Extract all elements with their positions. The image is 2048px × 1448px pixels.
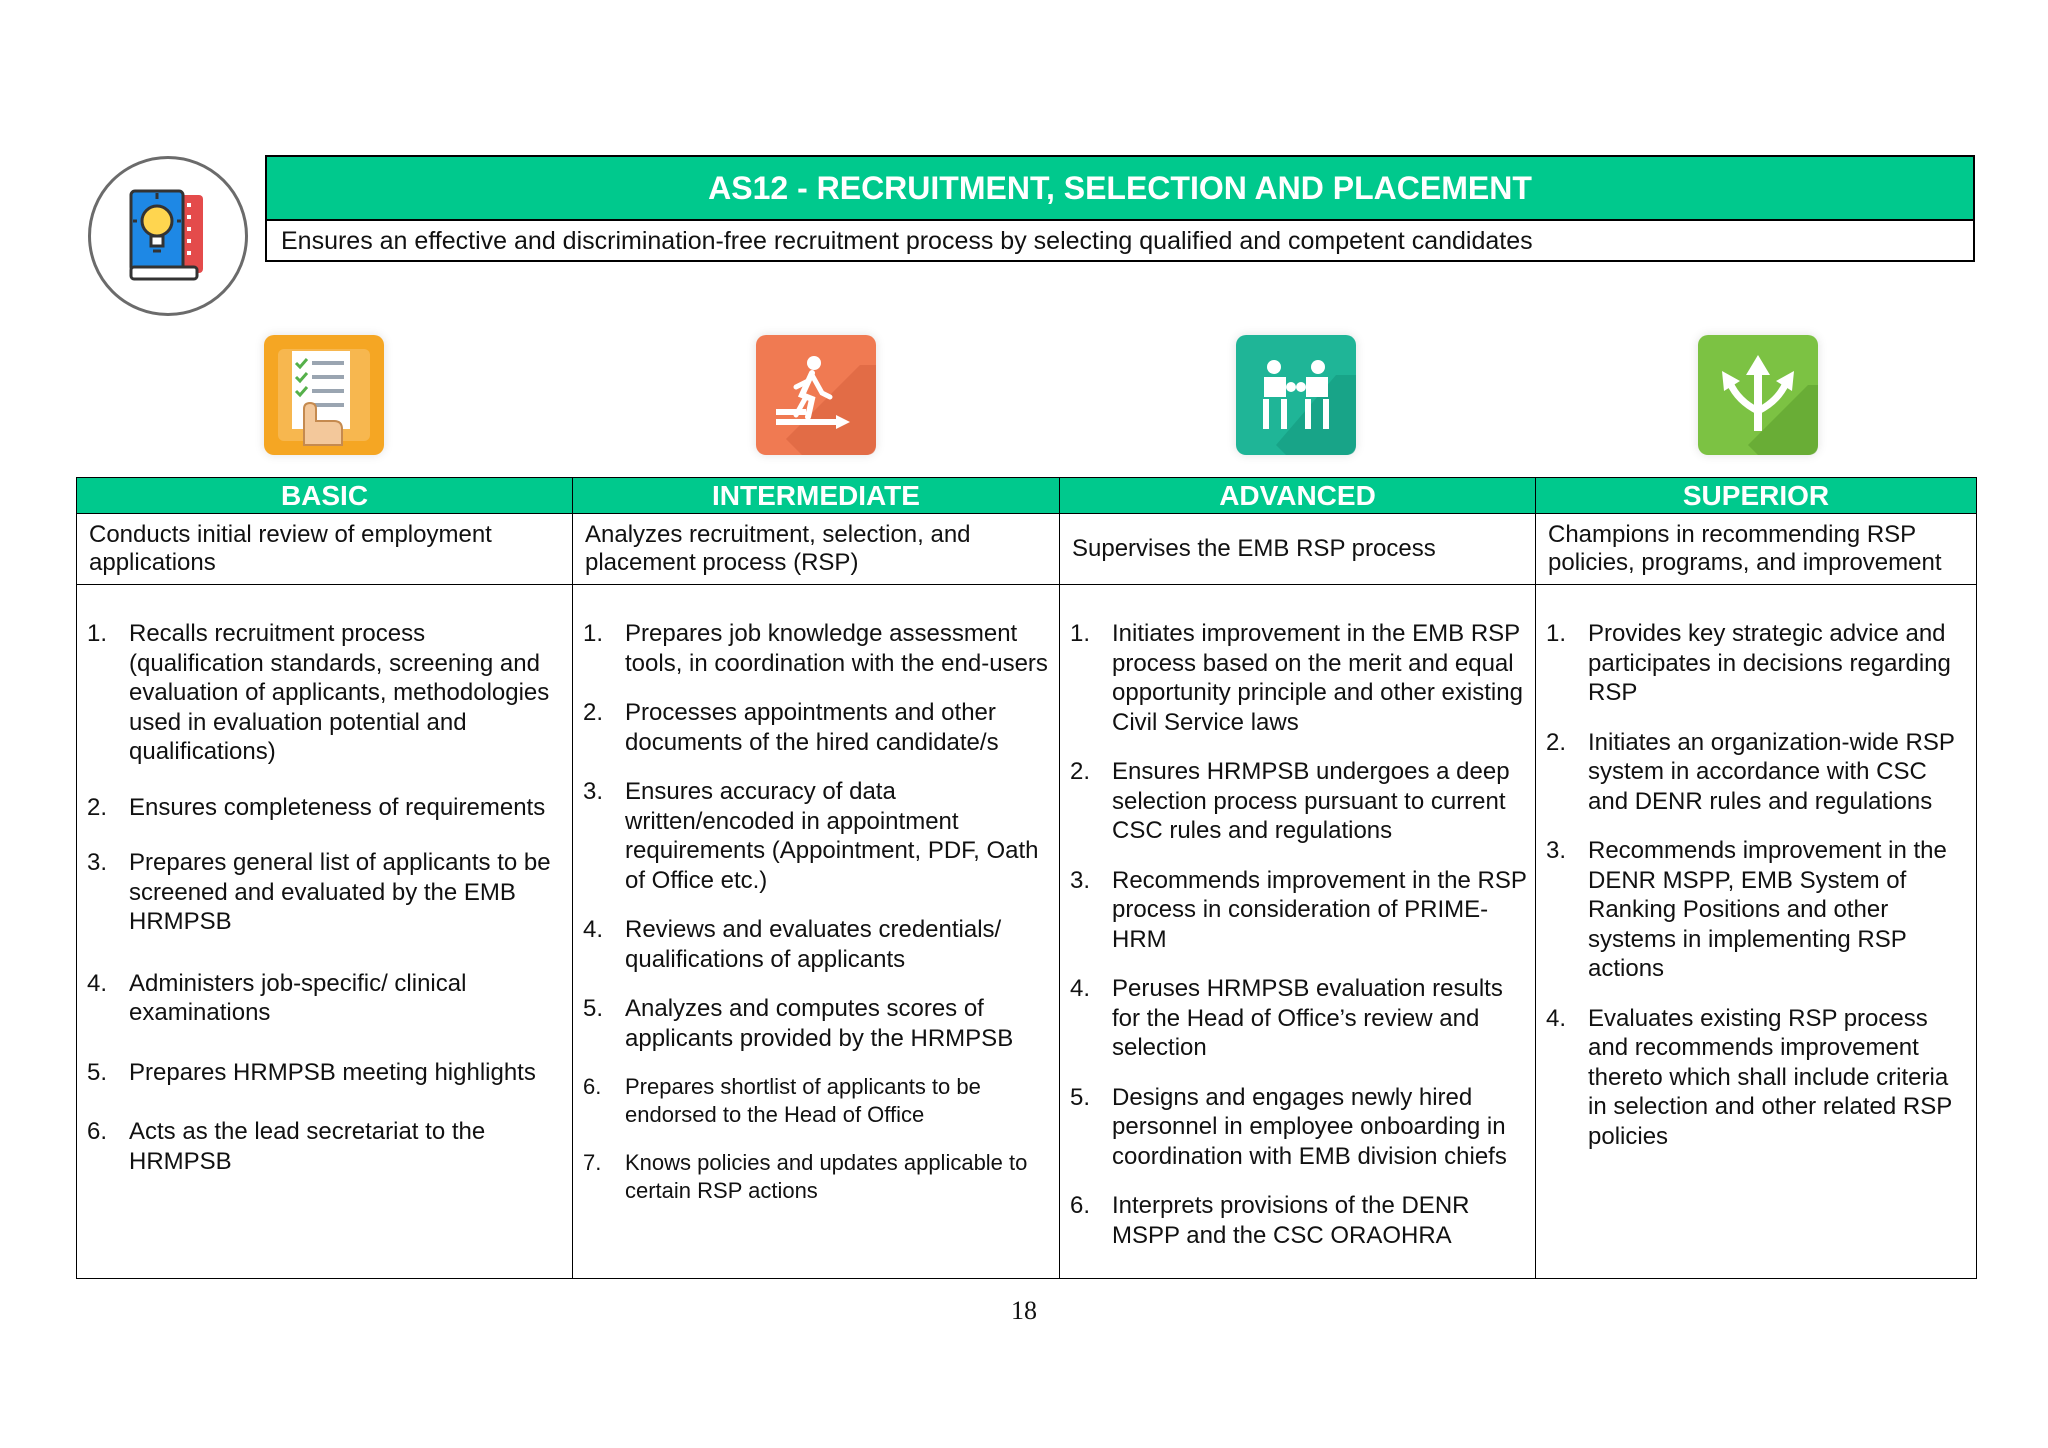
list-item: 7. Knows policies and updates applicable to certain RSP actions <box>583 1150 1028 1203</box>
list-item: 4. Reviews and evaluates credentials/ qualifications of applicants <box>583 916 1002 973</box>
list-item: 3. Recommends improvement in the DENR MSPP, EMB System of Ranking Positions and other systems in implementing RSP actions <box>1546 837 1947 982</box>
level-header-advanced: ADVANCED <box>1060 478 1536 514</box>
indicators-basic <box>77 585 573 1279</box>
superior-level-icon-tile <box>1698 335 1818 455</box>
list-item: 4. Administers job-specific/ clinical examinations <box>87 969 467 1026</box>
intermediate-level-icon-tile <box>756 335 876 455</box>
level-description-basic: Conducts initial review of employment applications <box>77 514 573 585</box>
level-description-intermediate: Analyzes recruitment, selection, and placement process (RSP) <box>573 514 1060 585</box>
checklist-hand-icon <box>264 335 384 455</box>
level-description-superior: Champions in recommending RSP policies, programs, and improvement <box>1536 514 1977 585</box>
page-title: AS12 - RECRUITMENT, SELECTION AND PLACEMENT <box>267 157 1973 221</box>
list-item: 6. Acts as the lead secretariat to the HRMPSB <box>87 1118 486 1175</box>
direction-arrows-icon <box>1698 335 1818 455</box>
list-item: 1. Prepares job knowledge assessment tools, in coordination with the end-users <box>583 620 1048 677</box>
lightbulb-book-icon <box>113 181 223 291</box>
list-item: 3. Ensures accuracy of data written/encoded in appointment requirements (Appointment, PDF, Oath of Office etc.) <box>583 778 1039 894</box>
behavioral-indicators-row <box>77 585 1977 1279</box>
level-header-intermediate: INTERMEDIATE <box>573 478 1060 514</box>
competency-definition: Ensures an effective and discrimination-free recruitment process by selecting qualified and competent candidates <box>281 227 1533 255</box>
list-item: 1. Initiates improvement in the EMB RSP process based on the merit and equal opportunity principle and other existing Civil Service laws <box>1070 620 1523 736</box>
list-item: 1. Recalls recruitment process (qualification standards, screening and evaluation of applicants, methodologies used in evaluation potential and qualifications) <box>87 620 550 765</box>
list-item: 6. Prepares shortlist of applicants to be endorsed to the Head of Office <box>583 1074 981 1127</box>
list-item: 4. Peruses HRMPSB evaluation results for the Head of Office’s review and selection <box>1070 975 1503 1061</box>
level-header-basic: BASIC <box>77 478 573 514</box>
level-header-row <box>77 478 1977 514</box>
list-item: 4. Evaluates existing RSP process and recommends improvement thereto which shall include criteria in selection and other related RSP policies <box>1546 1004 1952 1150</box>
level-description-advanced: Supervises the EMB RSP process <box>1060 514 1536 585</box>
list-item: 6. Interprets provisions of the DENR MSPP and the CSC ORAOHRA <box>1070 1192 1470 1249</box>
indicators-intermediate <box>573 585 1060 1279</box>
list-item: 3. Recommends improvement in the RSP process in consideration of PRIME-HRM <box>1070 866 1527 953</box>
indicators-superior <box>1536 585 1977 1279</box>
list-item: 3. Prepares general list of applicants to be screened and evaluated by the EMB HRMPSB <box>87 849 551 935</box>
logo <box>88 156 248 316</box>
list-item: 2. Processes appointments and other documents of the hired candidate/s <box>583 699 999 756</box>
advanced-level-icon-tile <box>1236 335 1356 455</box>
list-item: 5. Analyzes and computes scores of applicants provided by the HRMPSB <box>583 995 1014 1052</box>
indicators-advanced <box>1060 585 1536 1279</box>
list-item: 2. Ensures completeness of requirements <box>87 793 546 821</box>
competency-levels-table <box>76 477 1977 1279</box>
level-description-row <box>77 514 1977 585</box>
list-item: 5. Prepares HRMPSB meeting highlights <box>87 1058 536 1086</box>
list-item: 2. Initiates an organization-wide RSP system in accordance with CSC and DENR rules and regulations <box>1546 728 1955 815</box>
level-header-superior: SUPERIOR <box>1536 478 1977 514</box>
list-item: 5. Designs and engages newly hired personnel in employee onboarding in coordination with EMB division chiefs <box>1070 1083 1507 1170</box>
people-puzzle-icon <box>1236 335 1356 455</box>
list-item: 2. Ensures HRMPSB undergoes a deep selection process pursuant to current CSC rules and regulations <box>1070 758 1510 844</box>
competency-header <box>265 155 1975 262</box>
basic-level-icon-tile <box>264 335 384 455</box>
page-number: 18 <box>1011 1296 1037 1325</box>
person-walking-steps-icon <box>756 335 876 455</box>
list-item: 1. Provides key strategic advice and participates in decisions regarding RSP <box>1546 620 1951 706</box>
